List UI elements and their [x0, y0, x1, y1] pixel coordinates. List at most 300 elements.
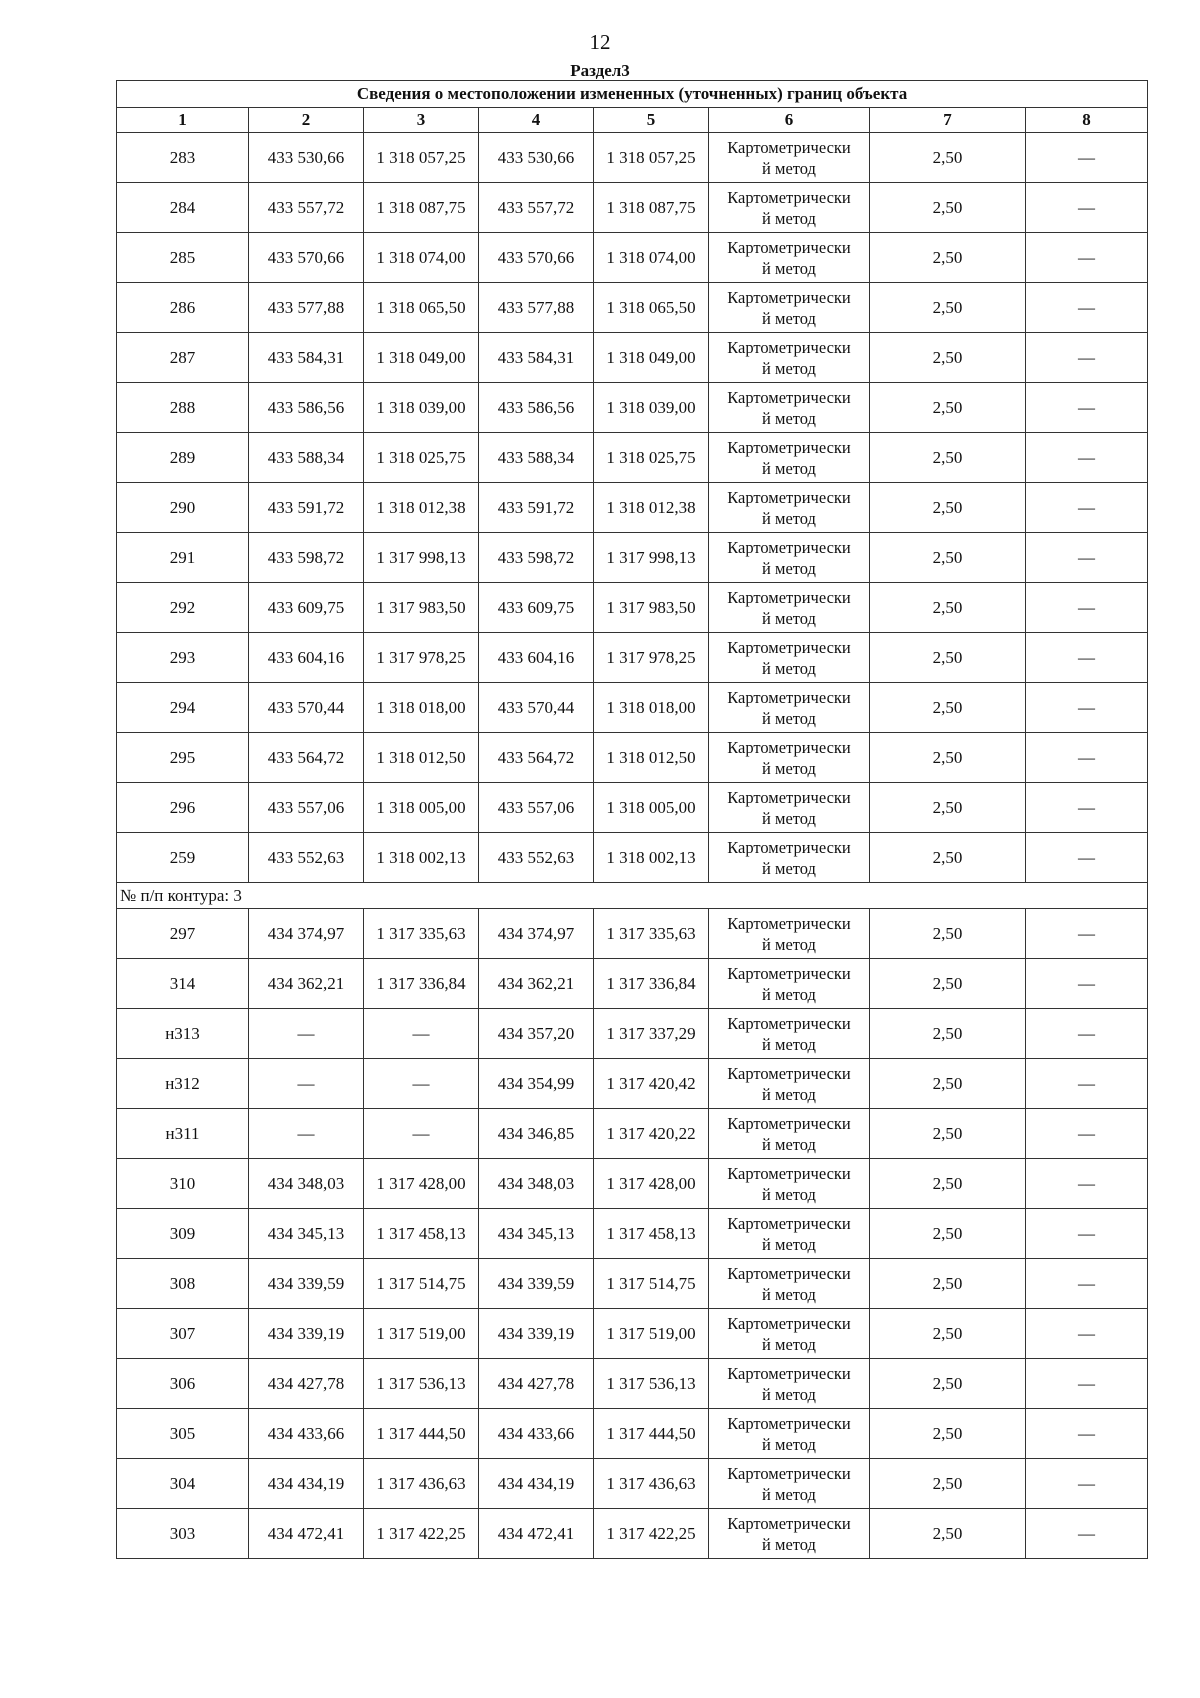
table-row [117, 1509, 1148, 1559]
existing-y-cell: — [364, 1009, 479, 1059]
updated-x-cell: 434 339,59 [479, 1259, 594, 1309]
updated-x-cell: 434 472,41 [479, 1509, 594, 1559]
table-row [117, 1309, 1148, 1359]
method-line: Картометрически [727, 837, 851, 857]
method-line: й метод [762, 1534, 816, 1554]
point-number-cell: 294 [117, 683, 249, 733]
description-cell: — [1026, 283, 1148, 333]
updated-y-cell: 1 317 428,00 [594, 1159, 709, 1209]
method-cell [709, 1109, 870, 1159]
method-cell [709, 959, 870, 1009]
table-row [117, 1009, 1148, 1059]
boundary-coordinates-table [116, 80, 1148, 1559]
description-cell: — [1026, 1209, 1148, 1259]
column-number-row [117, 108, 1148, 133]
description-cell: — [1026, 433, 1148, 483]
method-line: й метод [762, 758, 816, 778]
existing-x-cell: 433 530,66 [249, 133, 364, 183]
accuracy-cell: 2,50 [870, 1509, 1026, 1559]
accuracy-cell: 2,50 [870, 1209, 1026, 1259]
accuracy-cell: 2,50 [870, 909, 1026, 959]
existing-x-cell: 433 557,06 [249, 783, 364, 833]
accuracy-cell: 2,50 [870, 333, 1026, 383]
updated-y-cell: 1 317 458,13 [594, 1209, 709, 1259]
existing-y-cell: 1 317 422,25 [364, 1509, 479, 1559]
existing-y-cell: 1 317 978,25 [364, 633, 479, 683]
table-row [117, 533, 1148, 583]
method-line: й метод [762, 358, 816, 378]
method-line: Картометрически [727, 137, 851, 157]
table-row [117, 583, 1148, 633]
updated-y-cell: 1 317 998,13 [594, 533, 709, 583]
contour-separator [117, 883, 1148, 909]
existing-y-cell: 1 318 002,13 [364, 833, 479, 883]
description-cell: — [1026, 483, 1148, 533]
point-number-cell: 284 [117, 183, 249, 233]
updated-x-cell: 433 570,44 [479, 683, 594, 733]
accuracy-cell: 2,50 [870, 533, 1026, 583]
accuracy-cell: 2,50 [870, 1159, 1026, 1209]
point-number-cell: н313 [117, 1009, 249, 1059]
updated-y-cell: 1 317 436,63 [594, 1459, 709, 1509]
updated-x-cell: 433 598,72 [479, 533, 594, 583]
method-cell [709, 1309, 870, 1359]
description-cell: — [1026, 683, 1148, 733]
existing-y-cell: 1 318 057,25 [364, 133, 479, 183]
existing-x-cell: 433 584,31 [249, 333, 364, 383]
method-cell [709, 1459, 870, 1509]
existing-x-cell: — [249, 1059, 364, 1109]
point-number-cell: 285 [117, 233, 249, 283]
updated-y-cell: 1 318 002,13 [594, 833, 709, 883]
method-line: Картометрически [727, 1263, 851, 1283]
existing-x-cell: 433 557,72 [249, 183, 364, 233]
updated-x-cell: 434 427,78 [479, 1359, 594, 1409]
existing-y-cell: 1 318 074,00 [364, 233, 479, 283]
method-line: Картометрически [727, 437, 851, 457]
column-number: 6 [709, 108, 870, 133]
updated-y-cell: 1 317 420,42 [594, 1059, 709, 1109]
method-line: й метод [762, 708, 816, 728]
accuracy-cell: 2,50 [870, 133, 1026, 183]
contour-group-body [117, 909, 1148, 1559]
point-number-cell: 293 [117, 633, 249, 683]
existing-x-cell: 434 348,03 [249, 1159, 364, 1209]
existing-y-cell: 1 317 335,63 [364, 909, 479, 959]
existing-y-cell: — [364, 1059, 479, 1109]
method-cell [709, 583, 870, 633]
method-line: й метод [762, 1334, 816, 1354]
point-number-cell: 259 [117, 833, 249, 883]
table-caption: Сведения о местоположении измененных (уточненных) границ объекта [117, 81, 1148, 108]
table-row [117, 783, 1148, 833]
method-line: Картометрически [727, 487, 851, 507]
description-cell: — [1026, 1109, 1148, 1159]
point-number-cell: н312 [117, 1059, 249, 1109]
description-cell: — [1026, 333, 1148, 383]
accuracy-cell: 2,50 [870, 483, 1026, 533]
method-line: Картометрически [727, 1163, 851, 1183]
method-cell [709, 1159, 870, 1209]
updated-x-cell: 433 530,66 [479, 133, 594, 183]
column-number: 4 [479, 108, 594, 133]
column-number: 3 [364, 108, 479, 133]
updated-y-cell: 1 318 012,38 [594, 483, 709, 533]
method-cell [709, 1209, 870, 1259]
method-line: Картометрически [727, 1413, 851, 1433]
updated-y-cell: 1 317 519,00 [594, 1309, 709, 1359]
method-line: й метод [762, 458, 816, 478]
point-number-cell: 292 [117, 583, 249, 633]
method-line: Картометрически [727, 1213, 851, 1233]
updated-y-cell: 1 317 444,50 [594, 1409, 709, 1459]
method-line: й метод [762, 508, 816, 528]
method-line: й метод [762, 258, 816, 278]
point-number-cell: 296 [117, 783, 249, 833]
accuracy-cell: 2,50 [870, 1409, 1026, 1459]
method-line: й метод [762, 1284, 816, 1304]
accuracy-cell: 2,50 [870, 383, 1026, 433]
method-line: Картометрически [727, 963, 851, 983]
updated-x-cell: 433 588,34 [479, 433, 594, 483]
method-cell [709, 333, 870, 383]
updated-x-cell: 434 434,19 [479, 1459, 594, 1509]
existing-x-cell: 434 374,97 [249, 909, 364, 959]
description-cell: — [1026, 1009, 1148, 1059]
table-row [117, 1159, 1148, 1209]
table-row [117, 909, 1148, 959]
method-line: Картометрически [727, 1363, 851, 1383]
updated-y-cell: 1 318 012,50 [594, 733, 709, 783]
description-cell: — [1026, 1309, 1148, 1359]
existing-x-cell: 433 604,16 [249, 633, 364, 683]
updated-y-cell: 1 317 337,29 [594, 1009, 709, 1059]
point-number-cell: 306 [117, 1359, 249, 1409]
updated-x-cell: 433 591,72 [479, 483, 594, 533]
updated-x-cell: 433 552,63 [479, 833, 594, 883]
existing-y-cell: 1 318 087,75 [364, 183, 479, 233]
table-row [117, 1059, 1148, 1109]
column-number: 2 [249, 108, 364, 133]
method-line: й метод [762, 558, 816, 578]
description-cell: — [1026, 383, 1148, 433]
description-cell: — [1026, 909, 1148, 959]
existing-x-cell: 433 570,44 [249, 683, 364, 733]
table-row [117, 833, 1148, 883]
description-cell: — [1026, 1359, 1148, 1409]
existing-x-cell: 434 472,41 [249, 1509, 364, 1559]
description-cell: — [1026, 533, 1148, 583]
accuracy-cell: 2,50 [870, 1359, 1026, 1409]
column-number: 1 [117, 108, 249, 133]
existing-x-cell: 434 433,66 [249, 1409, 364, 1459]
existing-y-cell: 1 318 018,00 [364, 683, 479, 733]
method-line: й метод [762, 658, 816, 678]
contour-group-body [117, 133, 1148, 883]
table-row [117, 959, 1148, 1009]
accuracy-cell: 2,50 [870, 1459, 1026, 1509]
method-line: й метод [762, 1384, 816, 1404]
table-row [117, 1409, 1148, 1459]
method-line: й метод [762, 934, 816, 954]
method-cell [709, 383, 870, 433]
existing-y-cell: 1 317 336,84 [364, 959, 479, 1009]
method-cell [709, 1359, 870, 1409]
updated-y-cell: 1 317 514,75 [594, 1259, 709, 1309]
existing-x-cell: 433 586,56 [249, 383, 364, 433]
description-cell: — [1026, 1459, 1148, 1509]
method-cell [709, 1509, 870, 1559]
method-cell [709, 909, 870, 959]
method-line: й метод [762, 1184, 816, 1204]
accuracy-cell: 2,50 [870, 1109, 1026, 1159]
updated-x-cell: 434 345,13 [479, 1209, 594, 1259]
existing-x-cell: 433 564,72 [249, 733, 364, 783]
method-line: й метод [762, 1034, 816, 1054]
accuracy-cell: 2,50 [870, 733, 1026, 783]
table-row [117, 1209, 1148, 1259]
existing-x-cell: 434 339,59 [249, 1259, 364, 1309]
method-line: й метод [762, 984, 816, 1004]
updated-y-cell: 1 318 074,00 [594, 233, 709, 283]
existing-y-cell: 1 318 039,00 [364, 383, 479, 433]
point-number-cell: 310 [117, 1159, 249, 1209]
description-cell: — [1026, 1509, 1148, 1559]
method-cell [709, 283, 870, 333]
method-cell [709, 233, 870, 283]
updated-x-cell: 433 577,88 [479, 283, 594, 333]
table-row [117, 233, 1148, 283]
existing-y-cell: — [364, 1109, 479, 1159]
updated-y-cell: 1 317 978,25 [594, 633, 709, 683]
method-cell [709, 1009, 870, 1059]
existing-y-cell: 1 317 998,13 [364, 533, 479, 583]
updated-y-cell: 1 318 018,00 [594, 683, 709, 733]
method-line: й метод [762, 858, 816, 878]
description-cell: — [1026, 583, 1148, 633]
table-row [117, 483, 1148, 533]
description-cell: — [1026, 959, 1148, 1009]
description-cell: — [1026, 1409, 1148, 1459]
point-number-cell: 286 [117, 283, 249, 333]
accuracy-cell: 2,50 [870, 583, 1026, 633]
method-cell [709, 133, 870, 183]
method-line: Картометрически [727, 187, 851, 207]
method-line: Картометрически [727, 1513, 851, 1533]
method-line: Картометрически [727, 387, 851, 407]
existing-x-cell: 433 591,72 [249, 483, 364, 533]
accuracy-cell: 2,50 [870, 1259, 1026, 1309]
updated-y-cell: 1 318 049,00 [594, 333, 709, 383]
accuracy-cell: 2,50 [870, 433, 1026, 483]
method-cell [709, 433, 870, 483]
method-cell [709, 1259, 870, 1309]
method-line: й метод [762, 808, 816, 828]
description-cell: — [1026, 133, 1148, 183]
updated-x-cell: 434 362,21 [479, 959, 594, 1009]
updated-x-cell: 434 374,97 [479, 909, 594, 959]
existing-x-cell: 434 434,19 [249, 1459, 364, 1509]
updated-x-cell: 434 346,85 [479, 1109, 594, 1159]
method-line: Картометрически [727, 537, 851, 557]
description-cell: — [1026, 183, 1148, 233]
table-row [117, 1109, 1148, 1159]
updated-y-cell: 1 317 422,25 [594, 1509, 709, 1559]
existing-y-cell: 1 317 444,50 [364, 1409, 479, 1459]
method-line: Картометрически [727, 787, 851, 807]
section-title: Раздел3 [570, 61, 630, 80]
existing-x-cell: 434 345,13 [249, 1209, 364, 1259]
method-line: й метод [762, 208, 816, 228]
contour-label: № п/п контура: 3 [117, 883, 1148, 909]
updated-x-cell: 433 609,75 [479, 583, 594, 633]
updated-y-cell: 1 318 065,50 [594, 283, 709, 333]
method-cell [709, 533, 870, 583]
description-cell: — [1026, 833, 1148, 883]
existing-y-cell: 1 318 049,00 [364, 333, 479, 383]
existing-y-cell: 1 317 519,00 [364, 1309, 479, 1359]
accuracy-cell: 2,50 [870, 1009, 1026, 1059]
method-line: й метод [762, 1084, 816, 1104]
existing-x-cell: 434 427,78 [249, 1359, 364, 1409]
existing-x-cell: — [249, 1009, 364, 1059]
method-line: й метод [762, 408, 816, 428]
accuracy-cell: 2,50 [870, 1309, 1026, 1359]
existing-x-cell: 433 588,34 [249, 433, 364, 483]
updated-x-cell: 433 557,06 [479, 783, 594, 833]
method-line: й метод [762, 158, 816, 178]
updated-x-cell: 434 339,19 [479, 1309, 594, 1359]
existing-x-cell: 434 362,21 [249, 959, 364, 1009]
existing-x-cell: 433 570,66 [249, 233, 364, 283]
point-number-cell: 289 [117, 433, 249, 483]
updated-y-cell: 1 318 039,00 [594, 383, 709, 433]
table-row [117, 1359, 1148, 1409]
method-line: Картометрически [727, 1013, 851, 1033]
existing-y-cell: 1 318 025,75 [364, 433, 479, 483]
accuracy-cell: 2,50 [870, 233, 1026, 283]
table-row [117, 283, 1148, 333]
method-cell [709, 833, 870, 883]
updated-y-cell: 1 318 025,75 [594, 433, 709, 483]
point-number-cell: 291 [117, 533, 249, 583]
table-row [117, 133, 1148, 183]
column-number: 8 [1026, 108, 1148, 133]
method-cell [709, 1059, 870, 1109]
updated-y-cell: 1 318 005,00 [594, 783, 709, 833]
description-cell: — [1026, 633, 1148, 683]
description-cell: — [1026, 1259, 1148, 1309]
point-number-cell: 304 [117, 1459, 249, 1509]
table-row [117, 1259, 1148, 1309]
existing-y-cell: 1 317 436,63 [364, 1459, 479, 1509]
method-line: й метод [762, 1484, 816, 1504]
point-number-cell: 290 [117, 483, 249, 533]
description-cell: — [1026, 783, 1148, 833]
existing-y-cell: 1 317 536,13 [364, 1359, 479, 1409]
table-row [117, 733, 1148, 783]
accuracy-cell: 2,50 [870, 683, 1026, 733]
existing-y-cell: 1 318 005,00 [364, 783, 479, 833]
table-row [117, 183, 1148, 233]
column-number: 5 [594, 108, 709, 133]
method-line: Картометрически [727, 737, 851, 757]
point-number-cell: 288 [117, 383, 249, 433]
table-row [117, 333, 1148, 383]
method-line: Картометрически [727, 1113, 851, 1133]
description-cell: — [1026, 233, 1148, 283]
existing-x-cell: 433 598,72 [249, 533, 364, 583]
updated-y-cell: 1 317 336,84 [594, 959, 709, 1009]
updated-x-cell: 433 570,66 [479, 233, 594, 283]
method-line: Картометрически [727, 287, 851, 307]
accuracy-cell: 2,50 [870, 633, 1026, 683]
method-line: Картометрически [727, 1463, 851, 1483]
table-row [117, 1459, 1148, 1509]
existing-y-cell: 1 317 514,75 [364, 1259, 479, 1309]
existing-y-cell: 1 318 065,50 [364, 283, 479, 333]
method-line: й метод [762, 308, 816, 328]
updated-y-cell: 1 317 420,22 [594, 1109, 709, 1159]
column-number: 7 [870, 108, 1026, 133]
existing-x-cell: 433 609,75 [249, 583, 364, 633]
point-number-cell: 287 [117, 333, 249, 383]
method-line: Картометрически [727, 637, 851, 657]
updated-x-cell: 433 557,72 [479, 183, 594, 233]
updated-y-cell: 1 317 335,63 [594, 909, 709, 959]
point-number-cell: 314 [117, 959, 249, 1009]
method-cell [709, 683, 870, 733]
method-line: й метод [762, 1234, 816, 1254]
existing-y-cell: 1 317 983,50 [364, 583, 479, 633]
accuracy-cell: 2,50 [870, 183, 1026, 233]
description-cell: — [1026, 1159, 1148, 1209]
method-line: й метод [762, 1434, 816, 1454]
method-line: й метод [762, 608, 816, 628]
existing-x-cell: 433 552,63 [249, 833, 364, 883]
accuracy-cell: 2,50 [870, 833, 1026, 883]
updated-y-cell: 1 317 983,50 [594, 583, 709, 633]
table-row [117, 683, 1148, 733]
existing-x-cell: 433 577,88 [249, 283, 364, 333]
updated-y-cell: 1 318 087,75 [594, 183, 709, 233]
point-number-cell: 308 [117, 1259, 249, 1309]
updated-x-cell: 433 564,72 [479, 733, 594, 783]
existing-y-cell: 1 318 012,50 [364, 733, 479, 783]
updated-y-cell: 1 317 536,13 [594, 1359, 709, 1409]
accuracy-cell: 2,50 [870, 1059, 1026, 1109]
point-number-cell: 283 [117, 133, 249, 183]
table-row [117, 633, 1148, 683]
point-number-cell: 307 [117, 1309, 249, 1359]
updated-x-cell: 433 584,31 [479, 333, 594, 383]
updated-x-cell: 433 586,56 [479, 383, 594, 433]
method-line: Картометрически [727, 687, 851, 707]
existing-y-cell: 1 318 012,38 [364, 483, 479, 533]
method-cell [709, 483, 870, 533]
existing-x-cell: — [249, 1109, 364, 1159]
method-cell [709, 1409, 870, 1459]
updated-x-cell: 434 357,20 [479, 1009, 594, 1059]
page-number: 12 [589, 30, 611, 54]
description-cell: — [1026, 733, 1148, 783]
updated-x-cell: 433 604,16 [479, 633, 594, 683]
existing-x-cell: 434 339,19 [249, 1309, 364, 1359]
method-line: Картометрически [727, 1313, 851, 1333]
point-number-cell: 305 [117, 1409, 249, 1459]
method-line: Картометрически [727, 587, 851, 607]
updated-x-cell: 434 354,99 [479, 1059, 594, 1109]
